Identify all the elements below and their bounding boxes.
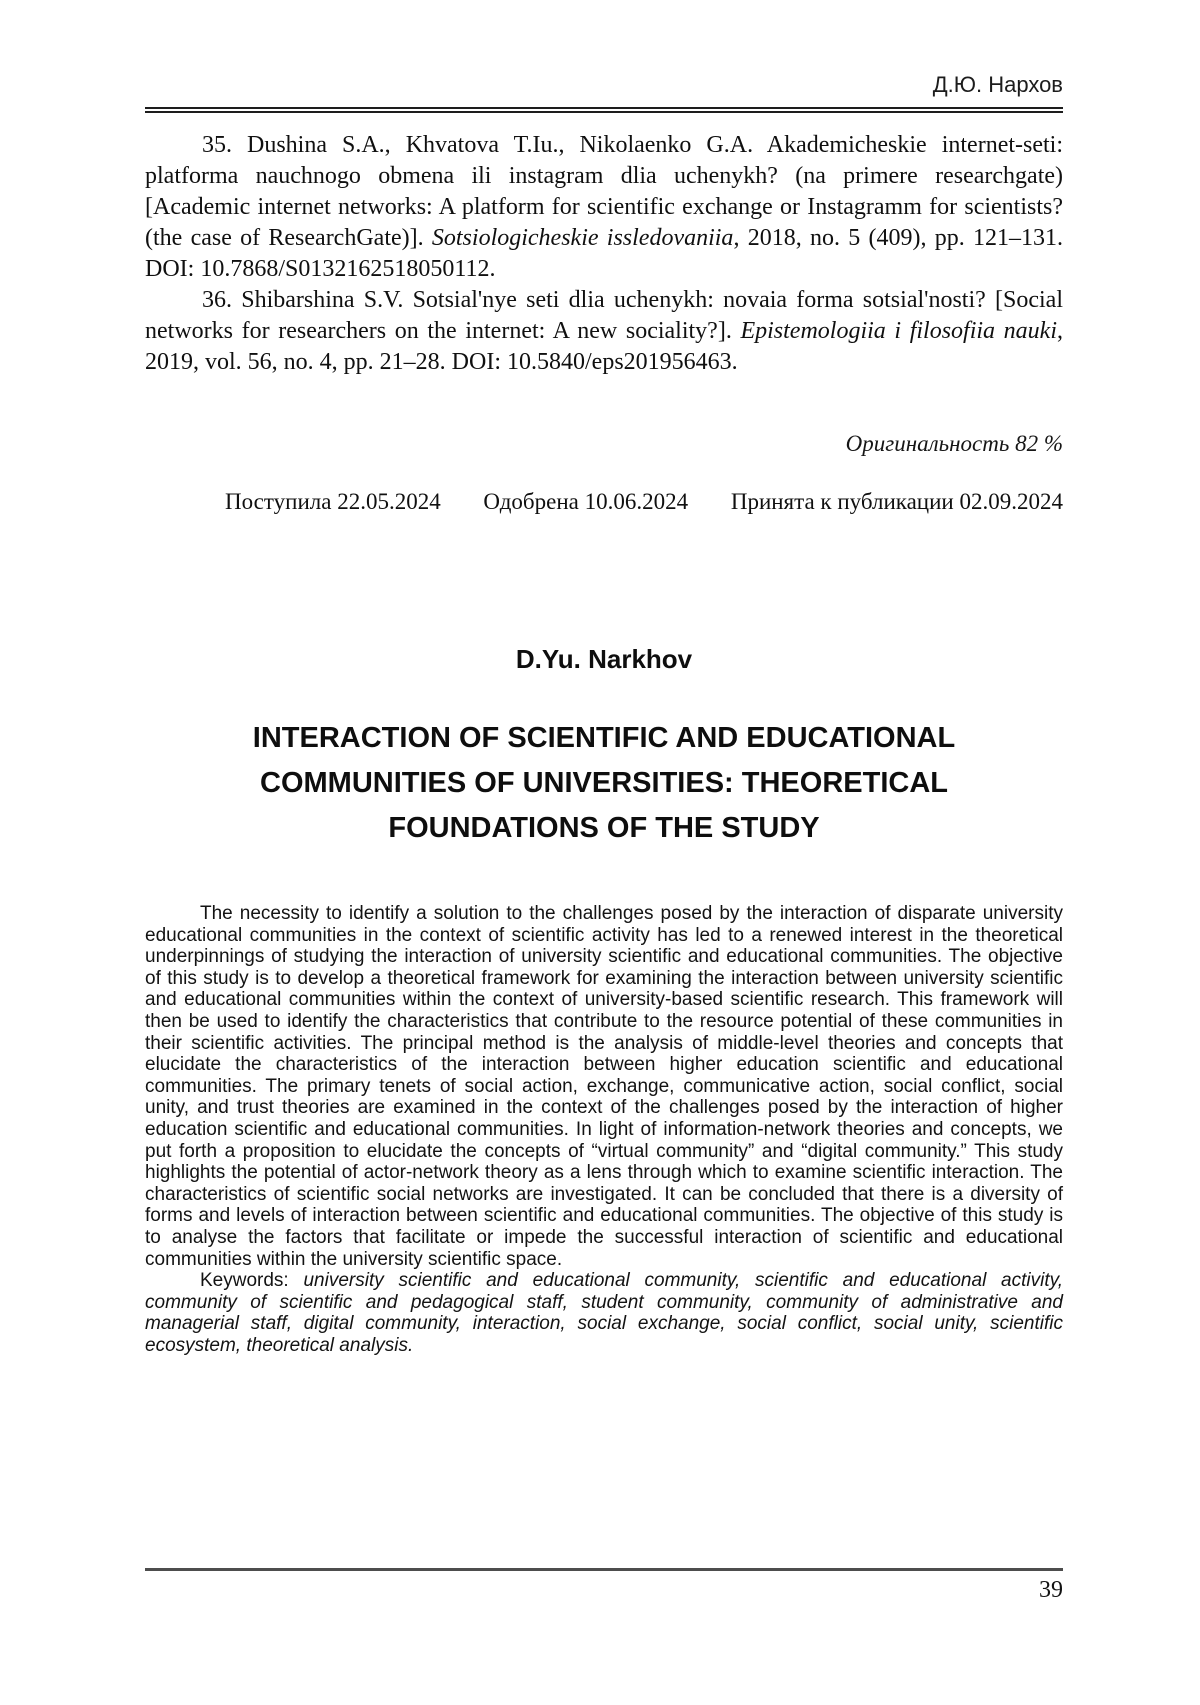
article-title-line-3: FOUNDATIONS OF THE STUDY [388, 812, 820, 844]
article-author: D.Yu. Narkhov [515, 644, 693, 674]
abstract-paragraph: The necessity to identify a solution to the challenges posed by the interaction of disparate university educational communities in the context of scientific activity has led to a renewed interest in the theoretical underpinnings of studying the interaction of university scientific and educational communities. The objective of this study is to develop a theoretical framework for examining the interaction between university scientific and educational communities within the context of university-based scientific research. This framework will then be used to identify the characteristics that contribute to the resource potential of these communities in their scientific activities. The principal method is the analysis of middle-level theories and concepts that elucidate the characteristics of the interaction between higher education scientific and educational communities. The primary tenets of social action, exchange, communicative action, social conflict, social unity, and trust theories are examined in the context of the challenges posed by the interaction of higher education scientific and educational communities. In light of information-network theories and concepts, we put forth a proposition to elucidate the concepts of “virtual community” and “digital community.” This study highlights the potential of actor-network theory as a lens through which to examine scientific interaction. The characteristics of scientific social networks are investigated. It can be concluded that there is a diversity of forms and levels of interaction between scientific and educational communities. The objective of this study is to analyse the factors that facilitate or impede the successful interaction of scientific and educational communities within the university scientific space. [145, 903, 1063, 1270]
reference-item-35 [145, 130, 1063, 285]
reference-36-text: 36. Shibarshina S.V. Sotsial'nye seti dlia uchenykh: novaia forma sotsial'nosti? [Social networks for researchers on the internet: A new sociality?]. [145, 287, 1063, 344]
approved-date: Одобрена 10.06.2024 [483, 489, 689, 514]
reference-36-tail: , 2019, vol. 56, no. 4, pp. 21–28. DOI: 10.5840/eps201956463. [145, 318, 1063, 375]
footer-divider [145, 1568, 1063, 1571]
page-number: 39 [1039, 1577, 1063, 1603]
keywords-list: university scientific and educational community, scientific and educational activity, community of scientific and pedagogical staff, student community, community of administrative and managerial staff, digital community, interaction, social exchange, social conflict, social unity, scientific ecosystem, theoretical analysis. [145, 1270, 1063, 1356]
originality-note: Оригинальность 82 % [845, 431, 1063, 456]
references-section [145, 130, 1063, 378]
article-title-line-1: INTERACTION OF SCIENTIFIC AND EDUCATIONAL [252, 722, 956, 754]
keywords-paragraph [145, 1270, 1063, 1356]
article-title [145, 716, 1063, 851]
header-divider [145, 107, 1063, 113]
running-head-author: Д.Ю. Нархов [932, 72, 1063, 97]
reference-35-journal: Sotsiologicheskie issledovaniia [431, 225, 734, 251]
keywords-label: Keywords: [200, 1270, 304, 1292]
article-title-line-2: COMMUNITIES OF UNIVERSITIES: THEORETICAL [260, 767, 948, 799]
reference-35-tail: , 2018, no. 5 (409), pp. 121–131. DOI: 10.7868/S0132162518050112. [145, 225, 1063, 282]
reference-35-text: 35. Dushina S.A., Khvatova T.Iu., Nikolaenko G.A. Akademicheskie internet-seti: platforma nauchnogo obmena ili instagram dlia uchenykh? (na primere researchgate) [Academic internet networks: A platform for scientific exchange or Instagramm for scientists? (the case of ResearchGate)]. [145, 132, 1063, 251]
reference-item-36 [145, 285, 1063, 378]
received-date: Поступила 22.05.2024 [225, 489, 441, 514]
page-footer [145, 1568, 1063, 1605]
reference-36-journal: Epistemologiia i filosofiia nauki [740, 318, 1057, 344]
accepted-date: Принята к публикации 02.09.2024 [730, 489, 1063, 514]
manuscript-dates-row [145, 488, 1063, 516]
